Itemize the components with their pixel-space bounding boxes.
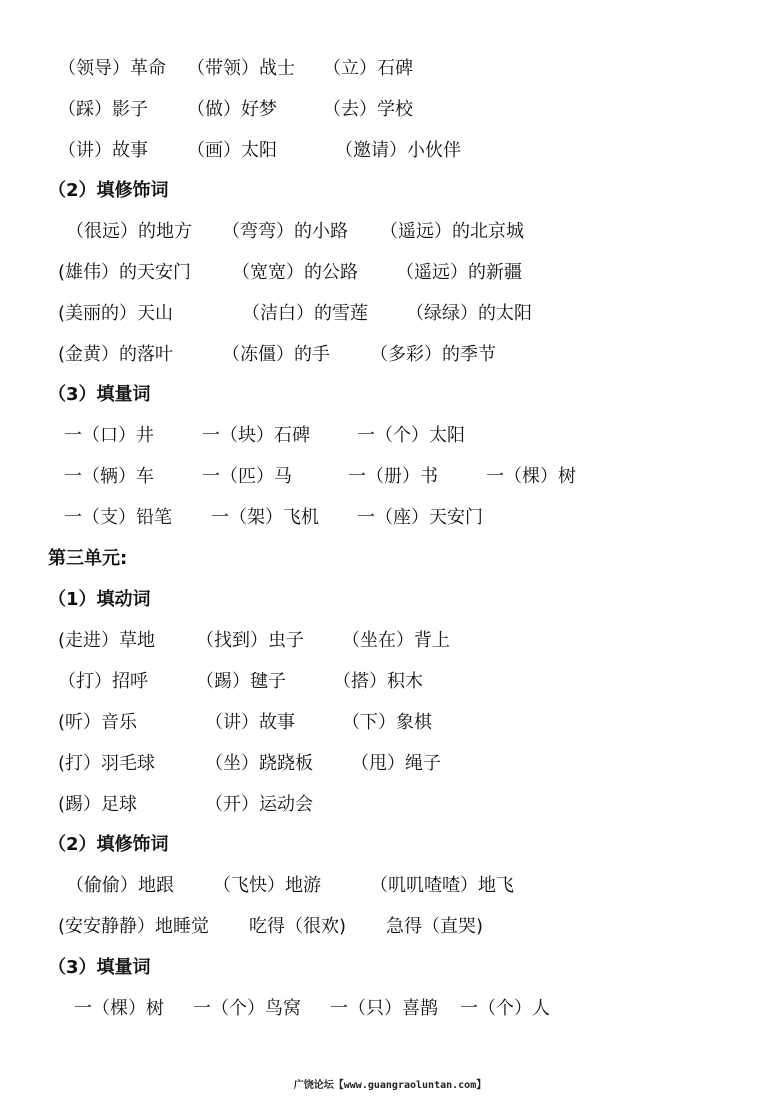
phrase: (走进）草地 [58, 630, 156, 651]
phrase: （讲）故事 [58, 140, 148, 161]
phrase: （多彩）的季节 [370, 344, 496, 365]
section-heading: （2）填修饰词 [48, 180, 169, 201]
phrase: (安安静静）地睡觉 [58, 916, 210, 937]
phrase: 一（座）天安门 [357, 507, 483, 528]
phrase: （找到）虫子 [196, 630, 304, 651]
phrase: （遥远）的新疆 [396, 262, 522, 283]
phrase: 一（辆）车 [64, 466, 154, 487]
phrase: 一（棵）树 [486, 466, 576, 487]
phrase: （邀请）小伙伴 [335, 140, 461, 161]
phrase: (打）羽毛球 [58, 753, 156, 774]
phrase: (雄伟）的天安门 [58, 262, 192, 283]
phrase: (听）音乐 [58, 712, 138, 733]
phrase: （洁白）的雪莲 [242, 303, 368, 324]
page-footer: 广饶论坛【www.guangraoluntan.com】 [293, 1080, 487, 1091]
phrase: （叽叽喳喳）地飞 [370, 875, 514, 896]
section-heading: （1）填动词 [48, 589, 151, 610]
phrase: （飞快）地游 [213, 875, 321, 896]
phrase: 一（块）石碑 [202, 425, 310, 446]
phrase: （弯弯）的小路 [222, 221, 348, 242]
phrase: (踢）足球 [58, 794, 138, 815]
phrase: （做）好梦 [187, 99, 277, 120]
phrase: （坐）跷跷板 [205, 753, 313, 774]
phrase: 一（口）井 [64, 425, 154, 446]
phrase: （踩）影子 [58, 99, 148, 120]
phrase: （讲）故事 [205, 712, 295, 733]
phrase: 一（个）鸟窝 [193, 998, 301, 1019]
phrase: 一（匹）马 [202, 466, 292, 487]
phrase: 一（个）人 [460, 998, 550, 1019]
unit-title: 第三单元: [48, 548, 128, 569]
phrase: （绿绿）的太阳 [406, 303, 532, 324]
phrase: （遥远）的北京城 [380, 221, 524, 242]
phrase: (金黄）的落叶 [58, 344, 174, 365]
phrase: （画）太阳 [187, 140, 277, 161]
phrase: （搭）积木 [333, 671, 423, 692]
phrase: 一（支）铅笔 [64, 507, 172, 528]
phrase: （很远）的地方 [66, 221, 192, 242]
phrase: 急得（直哭) [386, 916, 484, 937]
phrase: （下）象棋 [342, 712, 432, 733]
phrase: （冻僵）的手 [222, 344, 330, 365]
phrase: （坐在）背上 [342, 630, 450, 651]
phrase: 吃得（很欢) [249, 916, 347, 937]
phrase: 一（只）喜鹊 [330, 998, 438, 1019]
phrase: （甩）绳子 [351, 753, 441, 774]
phrase: 一（个）太阳 [357, 425, 465, 446]
phrase: 一（架）飞机 [211, 507, 319, 528]
section-heading: （2）填修饰词 [48, 834, 169, 855]
phrase: （打）招呼 [58, 671, 148, 692]
phrase: （踢）毽子 [196, 671, 286, 692]
phrase: （偷偷）地跟 [66, 875, 174, 896]
phrase: （宽宽）的公路 [232, 262, 358, 283]
phrase: 一（棵）树 [74, 998, 164, 1019]
section-heading: （3）填量词 [48, 957, 151, 978]
phrase: （领导）革命 [58, 58, 166, 79]
phrase: （去）学校 [323, 99, 413, 120]
phrase: （带领）战士 [187, 58, 295, 79]
section-heading: （3）填量词 [48, 384, 151, 405]
phrase: (美丽的）天山 [58, 303, 174, 324]
phrase: 一（册）书 [348, 466, 438, 487]
phrase: （开）运动会 [205, 794, 313, 815]
phrase: （立）石碑 [323, 58, 413, 79]
